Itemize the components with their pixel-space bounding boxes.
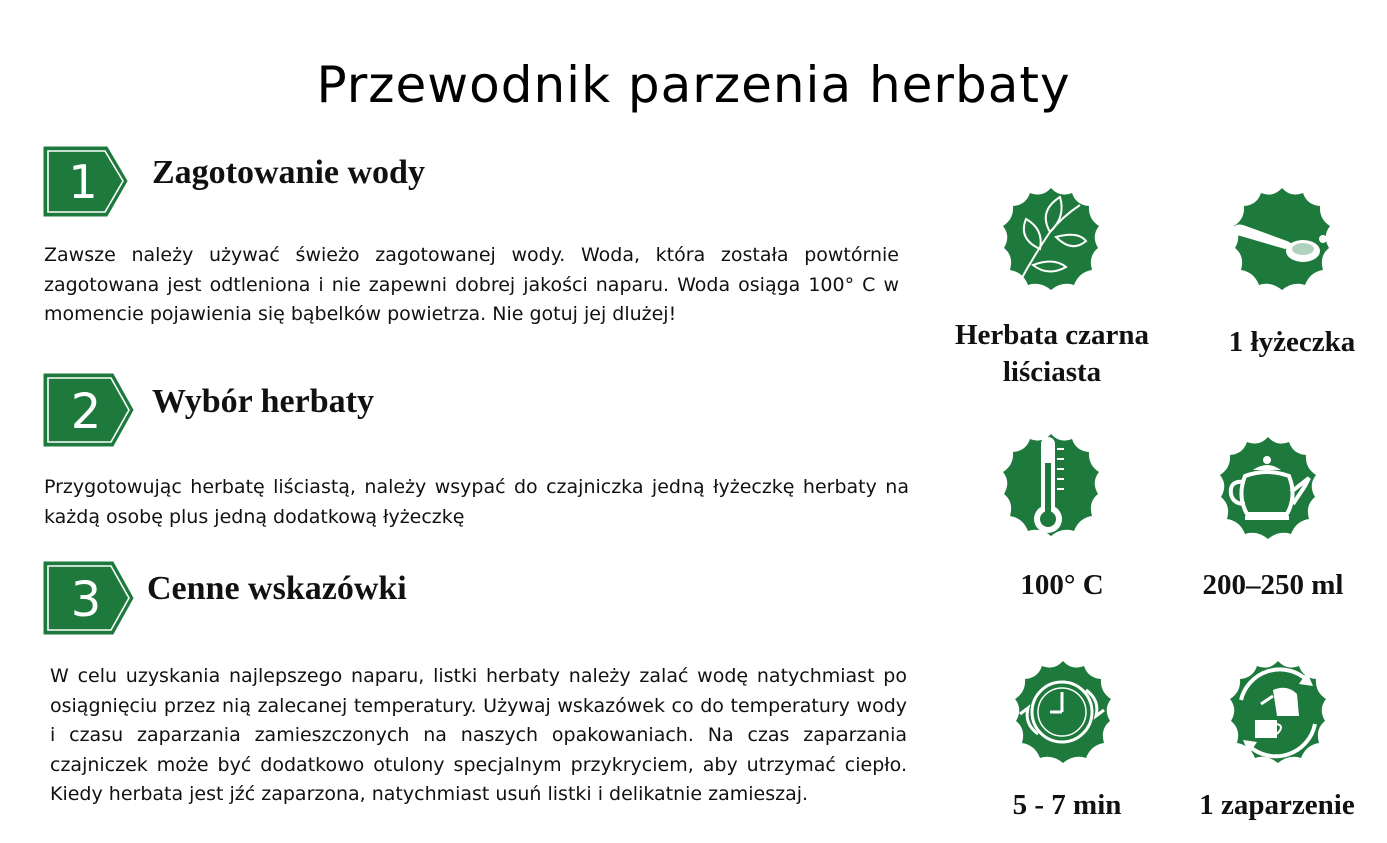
thermometer-icon — [988, 423, 1114, 549]
teapot-icon — [1205, 426, 1331, 552]
clock-icon — [1000, 650, 1126, 776]
tea-type-label: Herbata czarna liściasta — [954, 319, 1150, 388]
step-3-heading: Cenne wskazówki — [147, 570, 407, 607]
brews-label: 1 zaparzenie — [1199, 789, 1355, 821]
step-3-text: W celu uzyskania najlepszego naparu, listki herbaty należy zalać wodę natychmiast po osiągnięciu przez nią zalecanej temperatury. Używaj wskazówek co do temperatury wody i czasu zaparzania zamieszczonych na naszych opakowaniach. Na czas zaparzania czajniczek może być dodatkowo otulony specjalnym przykryciem, aby utrzymać ciepło. Kiedy herbata jest jźć zaparzona, natychmiast usuń listki i delikatnie zamieszaj. — [50, 665, 907, 805]
step-2-text: Przygotowując herbatę liściastą, należy wsypać do czajniczka jedną łyżeczkę herbaty na każdą osobę plus jedną dodatkową łyżeczkę — [44, 476, 909, 528]
step-3-badge — [43, 561, 129, 633]
step-1-text: Zawsze należy używać świeżo zagotowanej wody. Woda, która została powtórnie zagotowana jest odtleniona i nie zapewni dobrej jakości naparu. Woda osiąga 100° C w momencie pojawienia się bąbelków powietrza. Nie gotuj jej dlużej! — [44, 244, 899, 325]
step-2-badge — [43, 373, 129, 445]
temperature-label: 100° C — [1020, 569, 1104, 601]
teaspoon-label: 1 łyżeczka — [1228, 326, 1356, 358]
teaspoon-icon — [1219, 177, 1345, 303]
time-label: 5 - 7 min — [1012, 789, 1122, 821]
step-1-number: 1 — [68, 155, 98, 209]
step-2-heading: Wybór herbaty — [152, 383, 374, 420]
step-3-number: 3 — [70, 572, 102, 628]
page-title: Przewodnik parzenia herbaty — [316, 55, 1071, 114]
step-2-number: 2 — [70, 384, 102, 440]
step-1-heading: Zagotowanie wody — [152, 154, 425, 191]
brew-cycle-icon — [1215, 650, 1341, 776]
volume-label: 200–250 ml — [1202, 569, 1344, 601]
step-1-badge — [43, 146, 129, 218]
tea-leaf-icon — [988, 177, 1114, 303]
